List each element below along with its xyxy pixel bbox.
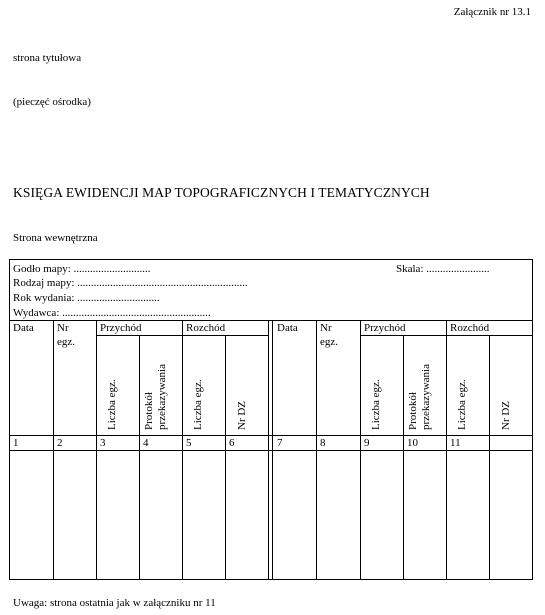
edition-year-field: Rok wydania: .............................. [13, 292, 160, 304]
col-header-date: Data [277, 322, 298, 334]
subheader-income-copies: Liczba egz. [370, 379, 382, 430]
col-rule [360, 320, 361, 580]
column-number: 7 [277, 437, 283, 449]
subheader-outcome-copies: Liczba egz. [456, 379, 468, 430]
map-type-field: Rodzaj mapy: .............................................................. [13, 277, 248, 289]
col-header-income: Przychód [100, 322, 142, 334]
col-rule [268, 320, 269, 580]
column-number: 3 [100, 437, 106, 449]
col-header-nr: Nr [320, 322, 332, 334]
scale-field: Skala: ....................... [396, 263, 490, 275]
document-title: KSIĘGA EWIDENCJI MAP TOPOGRAFICZNYCH I TEMATYCZNYCH [13, 185, 430, 200]
column-number: 2 [57, 437, 63, 449]
col-rule [446, 320, 447, 580]
footer-note: Uwaga: strona ostatnia jak w załączniku nr 11 [13, 597, 216, 609]
col-header-income: Przychód [364, 322, 406, 334]
inner-page-label: Strona wewnętrzna [13, 232, 98, 244]
col-rule [53, 320, 54, 580]
column-number: 11 [450, 437, 461, 449]
subheader-protocol: Protokół [407, 392, 419, 430]
col-rule [225, 335, 226, 580]
publisher-field: Wydawca: ...................................................... [13, 307, 211, 319]
column-number: 1 [13, 437, 19, 449]
numbers-top-rule [10, 435, 532, 436]
col-rule [139, 335, 140, 580]
stamp-placeholder: (pieczęć ośrodka) [13, 96, 91, 108]
col-header-outcome: Rozchód [186, 322, 226, 334]
title-page-label: strona tytułowa [13, 52, 82, 64]
col-rule [272, 320, 273, 580]
col-header-nr-egz: egz. [320, 336, 339, 348]
subheader-protocol-line2: przekazywania [420, 364, 432, 430]
col-header-nr-egz: egz. [57, 336, 76, 348]
column-number: 9 [364, 437, 370, 449]
col-header-date: Data [13, 322, 34, 334]
col-rule [96, 320, 97, 580]
ledger-form [9, 259, 533, 580]
column-number: 4 [143, 437, 149, 449]
map-code-field: Godło mapy: ............................ [13, 263, 151, 275]
annex-label: Załącznik nr 13.1 [453, 6, 531, 18]
col-rule [489, 335, 490, 580]
column-number: 5 [186, 437, 192, 449]
col-header-nr: Nr [57, 322, 69, 334]
col-rule [316, 320, 317, 580]
subheader-nr-dz: Nr DZ [500, 400, 512, 430]
subheader-outcome-copies: Liczba egz. [192, 379, 204, 430]
column-number: 8 [320, 437, 326, 449]
subheader-protocol-line2: przekazywania [156, 364, 168, 430]
col-rule [182, 320, 183, 580]
column-number: 10 [407, 437, 418, 449]
subheader-protocol: Protokół [143, 392, 155, 430]
column-number: 6 [229, 437, 235, 449]
numbers-bottom-rule [10, 450, 532, 451]
subheader-income-copies: Liczba egz. [106, 379, 118, 430]
subheader-nr-dz: Nr DZ [236, 400, 248, 430]
col-header-outcome: Rozchód [450, 322, 490, 334]
col-rule [403, 335, 404, 580]
header-top-rule [10, 320, 532, 321]
